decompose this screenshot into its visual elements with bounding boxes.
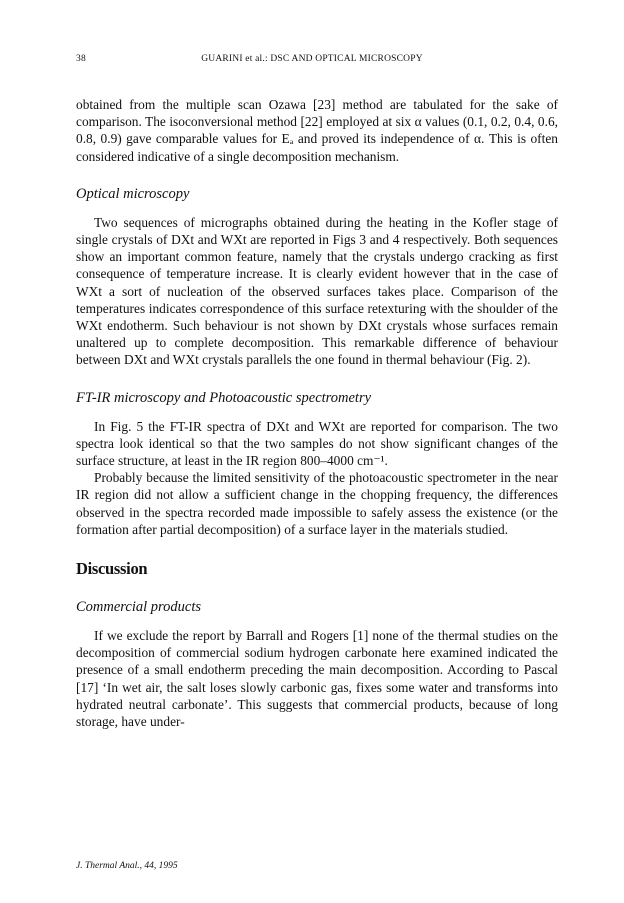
running-title: GUARINI et al.: DSC AND OPTICAL MICROSCOPY <box>201 54 423 64</box>
page-number: 38 <box>76 54 86 64</box>
running-head <box>76 54 548 68</box>
article-body <box>76 96 558 730</box>
subsection-heading-commercial-products: Commercial products <box>76 599 201 616</box>
section-heading-discussion: Discussion <box>76 559 148 579</box>
section-heading-ftir: FT-IR microscopy and Photoacoustic spectrometry <box>76 389 372 406</box>
paragraph-commercial-products: If we exclude the report by Barrall and Rogers [1] none of the thermal studies on the decomposition of commercial sodium hydrogen carbonate here examined indicated the presence of a small endotherm preceding the main decomposition. According to Pascal [17] ‘In wet air, the salt loses slowly carbonic gas, fixes some water and transforms into hydrated neutral carbonate’. This suggests that commercial products, because of long storage, have under- <box>76 628 558 730</box>
section-heading-optical-microscopy: Optical microscopy <box>76 185 190 202</box>
paragraph-ozawa: obtained from the multiple scan Ozawa [23] method are tabulated for the sake of comparison. The isoconversional method [22] employed at six α values (0.1, 0.2, 0.4, 0.6, 0.8, 0.9) gave comparable values for Eₐ and proved its independence of α. This is often considered indicative of a single decomposition mechanism. <box>76 97 558 164</box>
paragraph-optical-microscopy: Two sequences of micrographs obtained during the heating in the Kofler stage of single crystals of DXt and WXt are reported in Figs 3 and 4 respectively. Both sequences show an important common feature, namely that the crystals undergo cracking as first consequence of temperature increase. It is clearly evident however that in the case of WXt a sort of nucleation of the observed surfaces takes place. Comparison of the temperatures indicates correspondence of this surface retexturing with the shoulder of the WXt endotherm. Such behaviour is not shown by DXt crystals whose surfaces remain unaltered up to complete decomposition. This remarkable difference of behaviour between DXt and WXt crystals parallels the one found in thermal behaviour (Fig. 2). <box>76 214 558 368</box>
paragraph-ftir-spectra: In Fig. 5 the FT-IR spectra of DXt and WXt are reported for comparison. The two spectra look identical so that the two samples do not show significant changes of the surface structure, at least in the IR region 800–4000 cm⁻¹. <box>76 418 558 469</box>
journal-citation-footer: J. Thermal Anal., 44, 1995 <box>76 861 178 871</box>
paragraph-photoacoustic: Probably because the limited sensitivity of the photoacoustic spectrometer in the near IR region did not allow a sufficient change in the chopping frequency, the differences observed in the spectra recorded made impossible to safely assess the existence (or the formation after partial decomposition) of a surface layer in the materials studied. <box>76 470 558 537</box>
